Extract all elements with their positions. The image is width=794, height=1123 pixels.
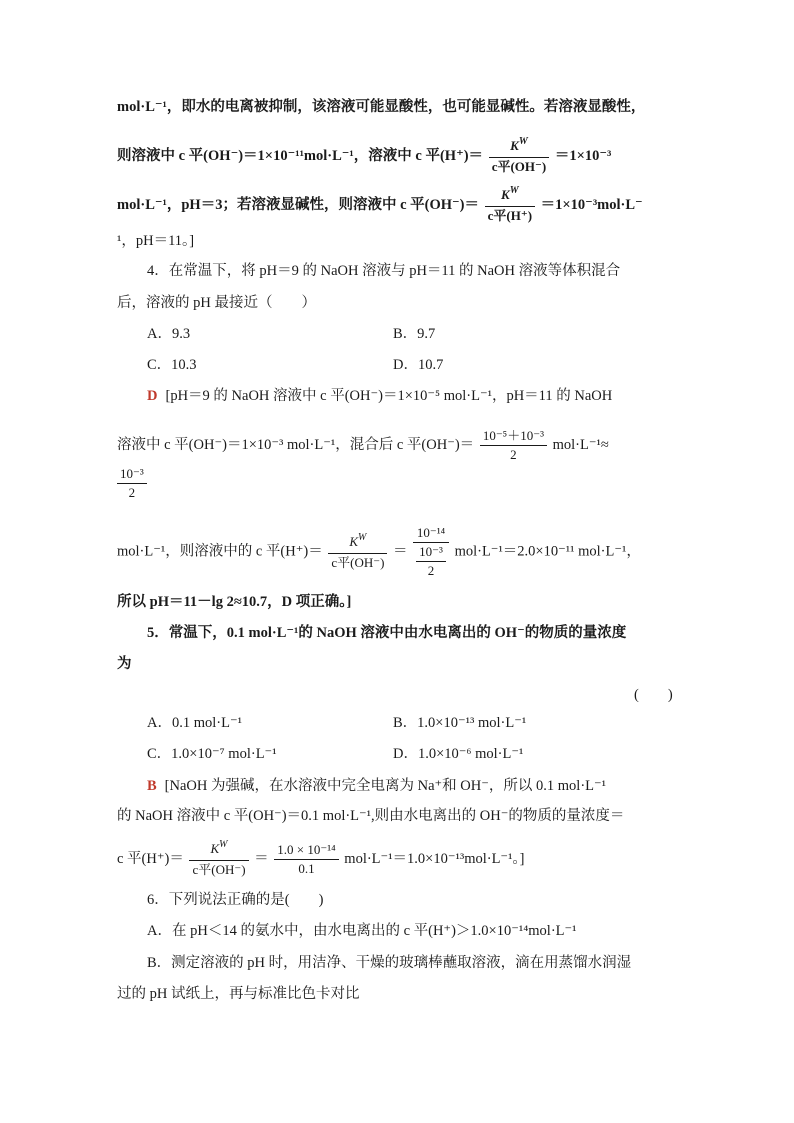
q4-option-b: B．9.7 (393, 326, 436, 342)
q5-option-d: D．1.0×10⁻⁶ mol·L⁻¹ (393, 746, 524, 762)
q5-explanation-3: c 平(H⁺)＝ $\frac{K^W}{\text{c平(OH⁻)}}$ ＝ $\frac{\text{1.0 × 10⁻¹⁴}}{0.1}$ mol·L⁻¹＝1.0×10⁻¹³mol·L⁻¹。] (117, 839, 525, 877)
q4-stem-1: 4．在常温下，将 pH＝9 的 NaOH 溶液与 pH＝11 的 NaOH 溶液等体积混合 (147, 263, 621, 279)
fraction-kw-over-coh-2: $\frac{K^W}{\text{c平(OH⁻)}}$ (328, 533, 387, 572)
fraction-kw-over-coh-3: $\frac{K^W}{\text{c平(OH⁻)}}$ (189, 840, 248, 879)
q5-stem-1: 5．常温下，0.1 mol·L⁻¹的 NaOH 溶液中由水电离出的 OH⁻的物质的量浓度 (147, 625, 627, 641)
q4-explanation-2: 溶液中 c 平(OH⁻)＝1×10⁻³ mol·L⁻¹，混合后 c 平(OH⁻)＝ $\frac{\text{10⁻⁵＋10⁻³}}{2}$ mol·L⁻¹≈ (117, 428, 609, 462)
q4-option-a: A．9.3 (147, 326, 191, 342)
q4-option-c: C．10.3 (147, 357, 197, 373)
q4-explanation-1: D [pH＝9 的 NaOH 溶液中 c 平(OH⁻)＝1×10⁻⁵ mol·L⁻¹，pH＝11 的 NaOH (147, 388, 613, 404)
line-1: mol·L⁻¹，即水的电离被抑制，该溶液可能显酸性，也可能显碱性。若溶液显酸性， (117, 99, 646, 115)
q4-answer: D (147, 388, 158, 404)
q6-stem: 6．下列说法正确的是( ) (147, 892, 324, 908)
q6-option-b-2: 过的 pH 试纸上，再与标准比色卡对比 (117, 986, 360, 1002)
fraction-kw-over-coh: $\frac{K^W}{\text{c平(OH⁻)}}$ (489, 137, 550, 176)
line-2: 则溶液中 c 平(OH⁻)＝1×10⁻¹¹mol·L⁻¹，溶液中 c 平(H⁺)＝ $\frac{K^W}{\text{c平(OH⁻)}}$ ＝1×10⁻³ (117, 136, 612, 174)
fraction-mix: $\frac{\text{10⁻⁵＋10⁻³}}{2}$ (480, 427, 547, 464)
q4-explanation-5: 所以 pH＝11－lg 2≈10.7，D 项正确。] (117, 594, 352, 610)
fraction-kw-over-ch: $\frac{K^W}{\text{c平(H⁺)}}$ (485, 186, 535, 225)
q5-answer: B (147, 778, 157, 794)
q5-stem-2: 为 (117, 656, 132, 672)
q4-option-d: D．10.7 (393, 357, 444, 373)
fraction-tenm3-over-2: $\frac{\text{10⁻³}}{2}$ (117, 465, 147, 502)
q6-option-b-1: B．测定溶液的 pH 时，用洁净、干燥的玻璃棒蘸取溶液，滴在用蒸馏水润湿 (147, 955, 632, 971)
line-3: mol·L⁻¹，pH＝3；若溶液显碱性，则溶液中 c 平(OH⁻)＝ $\frac{K^W}{\text{c平(H⁺)}}$ ＝1×10⁻³mol·L⁻ (117, 185, 643, 223)
q5-explanation-2: 的 NaOH 溶液中 c 平(OH⁻)＝0.1 mol·L⁻¹,则由水电离出的 OH⁻的物质的量浓度＝ (117, 808, 625, 824)
q5-option-a: A．0.1 mol·L⁻¹ (147, 715, 242, 731)
q5-option-b: B．1.0×10⁻¹³ mol·L⁻¹ (393, 715, 527, 731)
q5-option-c: C．1.0×10⁻⁷ mol·L⁻¹ (147, 746, 277, 762)
fraction-nested: $\frac{\text{10⁻¹⁴}}{\frac{\text{10⁻³}}{2}}$ (413, 524, 449, 580)
q5-paren: ( ) (634, 687, 673, 703)
q4-explanation-4: mol·L⁻¹，则溶液中的 c 平(H⁺)＝ $\frac{K^W}{\text{c平(OH⁻)}}$ ＝ $\frac{\text{10⁻¹⁴}}{\frac{\text{10⁻³}}{2}}$ mol·L⁻¹＝2.0×10⁻¹¹ mol·L⁻¹， (117, 525, 641, 578)
q6-option-a: A．在 pH＜14 的氨水中，由水电离出的 c 平(H⁺)＞1.0×10⁻¹⁴mol·L⁻¹ (147, 923, 577, 939)
q4-explanation-3 (117, 465, 149, 502)
line-4: ¹，pH＝11。] (117, 233, 195, 249)
fraction-q5-value: $\frac{\text{1.0 × 10⁻¹⁴}}{0.1}$ (274, 841, 338, 878)
q4-stem-2: 后，溶液的 pH 最接近（ ） (117, 295, 316, 311)
q5-explanation-1: B [NaOH 为强碱，在水溶液中完全电离为 Na⁺和 OH⁻，所以 0.1 mol·L⁻¹ (147, 778, 606, 794)
